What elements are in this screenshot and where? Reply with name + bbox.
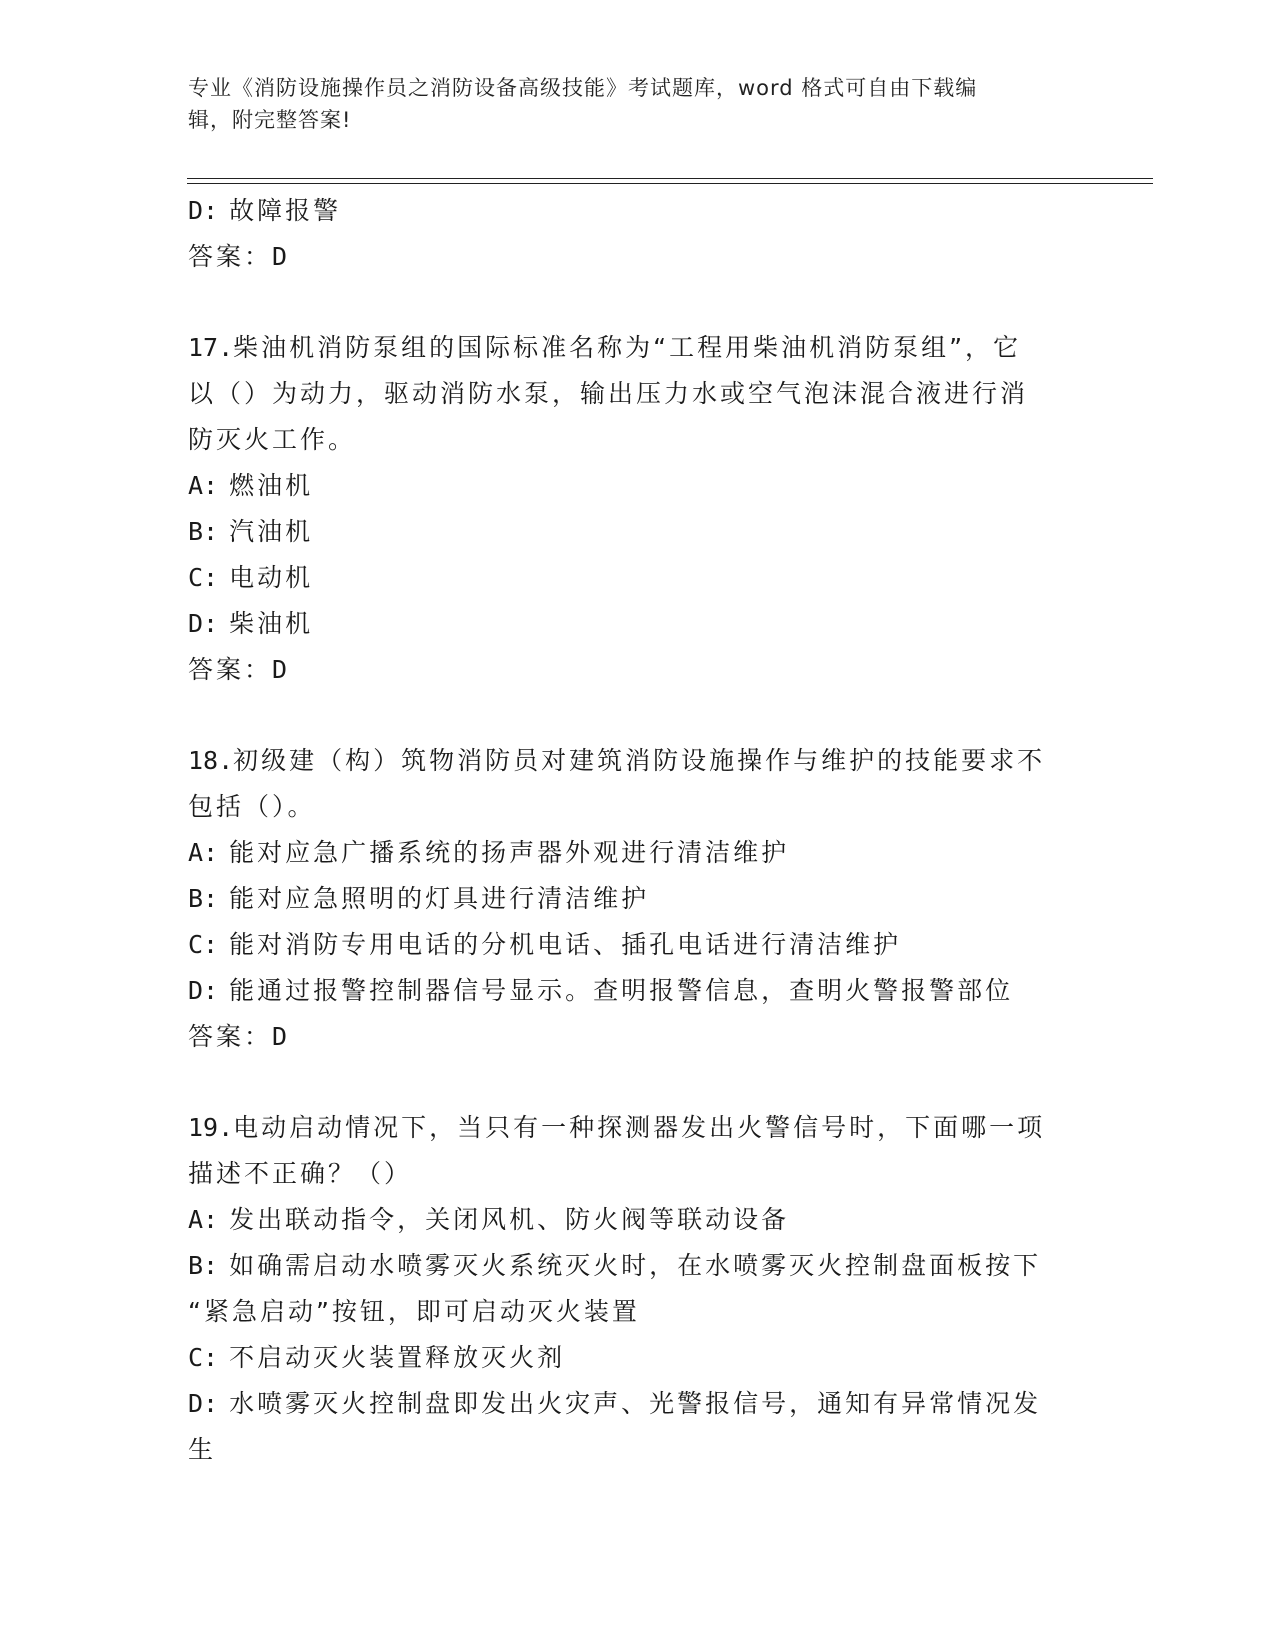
- option-key: A:: [188, 1205, 219, 1234]
- question-18: [188, 738, 1088, 1060]
- question-stem-line: 包括（）。: [188, 792, 316, 821]
- option-b: [188, 509, 1088, 555]
- question-text: 柴油机消防泵组的国际标准名称为“工程用柴油机消防泵组”，它: [233, 333, 1022, 362]
- option-text: 燃油机: [229, 471, 314, 500]
- option-continuation: 生: [188, 1435, 217, 1464]
- option-text: 发出联动指令，关闭风机、防火阀等联动设备: [229, 1205, 790, 1234]
- header-divider-bottom: [187, 183, 1153, 184]
- option-text: 汽油机: [229, 517, 314, 546]
- question-stem-line: [188, 1105, 1088, 1151]
- answer-label: 答案：: [188, 655, 273, 684]
- option-key: D:: [188, 196, 219, 225]
- option-d: [188, 968, 1088, 1014]
- option-key: C:: [188, 930, 219, 959]
- option-continuation: “紧急启动”按钮，即可启动灭火装置: [188, 1297, 640, 1326]
- option-key: D:: [188, 976, 219, 1005]
- option-key: D:: [188, 1389, 219, 1418]
- question-list: [188, 188, 1088, 1473]
- option-a: [188, 830, 1088, 876]
- question-number: 18.: [188, 746, 234, 775]
- option-key: C:: [188, 563, 219, 592]
- option-key: A:: [188, 471, 219, 500]
- option-b: [188, 1243, 1088, 1289]
- answer-value: D: [272, 1022, 288, 1051]
- question-stem-line: [188, 325, 1088, 371]
- header-divider-top: [187, 178, 1153, 179]
- option-text: 水喷雾灭火控制盘即发出火灾声、光警报信号，通知有异常情况发: [229, 1389, 1042, 1418]
- previous-question-tail: [188, 188, 1088, 280]
- question-number: 19.: [188, 1113, 234, 1142]
- question-19: [188, 1105, 1088, 1473]
- header-line-1: 专业《消防设施操作员之消防设备高级技能》考试题库，word 格式可自由下载编: [188, 76, 978, 100]
- option-key: B:: [188, 884, 219, 913]
- spacer: [188, 1060, 1088, 1105]
- question-17: [188, 325, 1088, 693]
- option-c: [188, 555, 1088, 601]
- option-d: [188, 188, 1088, 234]
- option-text: 能对应急广播系统的扬声器外观进行清洁维护: [229, 838, 790, 867]
- answer-label: 答案：: [188, 242, 273, 271]
- answer-line: [188, 1014, 1088, 1060]
- question-stem-line: 描述不正确？（）: [188, 1159, 413, 1188]
- question-text: 电动启动情况下，当只有一种探测器发出火警信号时，下面哪一项: [233, 1113, 1046, 1142]
- option-d: [188, 601, 1088, 647]
- option-text: 如确需启动水喷雾灭火系统灭火时，在水喷雾灭火控制盘面板按下: [229, 1251, 1042, 1280]
- option-key: D:: [188, 609, 219, 638]
- option-text: 电动机: [229, 563, 314, 592]
- option-c: [188, 922, 1088, 968]
- header-line-2: 辑，附完整答案!: [188, 108, 352, 132]
- question-text: 初级建（构）筑物消防员对建筑消防设施操作与维护的技能要求不: [233, 746, 1046, 775]
- question-number: 17.: [188, 333, 234, 362]
- spacer: [188, 693, 1088, 738]
- question-stem-line: 以（）为动力，驱动消防水泵，输出压力水或空气泡沫混合液进行消: [188, 379, 1029, 408]
- answer-value: D: [272, 655, 288, 684]
- option-key: A:: [188, 838, 219, 867]
- answer-label: 答案：: [188, 1022, 273, 1051]
- option-a: [188, 1197, 1088, 1243]
- answer-line: [188, 647, 1088, 693]
- answer-line: [188, 234, 1088, 280]
- document-header: [188, 72, 1088, 136]
- option-text: 能对消防专用电话的分机电话、插孔电话进行清洁维护: [229, 930, 902, 959]
- spacer: [188, 280, 1088, 325]
- option-key: B:: [188, 1251, 219, 1280]
- option-text: 能对应急照明的灯具进行清洁维护: [229, 884, 650, 913]
- option-key: B:: [188, 517, 219, 546]
- option-text: 不启动灭火装置释放灭火剂: [229, 1343, 566, 1372]
- option-text: 故障报警: [229, 196, 342, 225]
- option-text: 柴油机: [229, 609, 314, 638]
- option-key: C:: [188, 1343, 219, 1372]
- option-c: [188, 1335, 1088, 1381]
- question-stem-line: 防灭火工作。: [188, 425, 357, 454]
- option-a: [188, 463, 1088, 509]
- question-stem-line: [188, 738, 1088, 784]
- option-b: [188, 876, 1088, 922]
- option-text: 能通过报警控制器信号显示。查明报警信息，查明火警报警部位: [229, 976, 1014, 1005]
- answer-value: D: [272, 242, 288, 271]
- option-d: [188, 1381, 1088, 1427]
